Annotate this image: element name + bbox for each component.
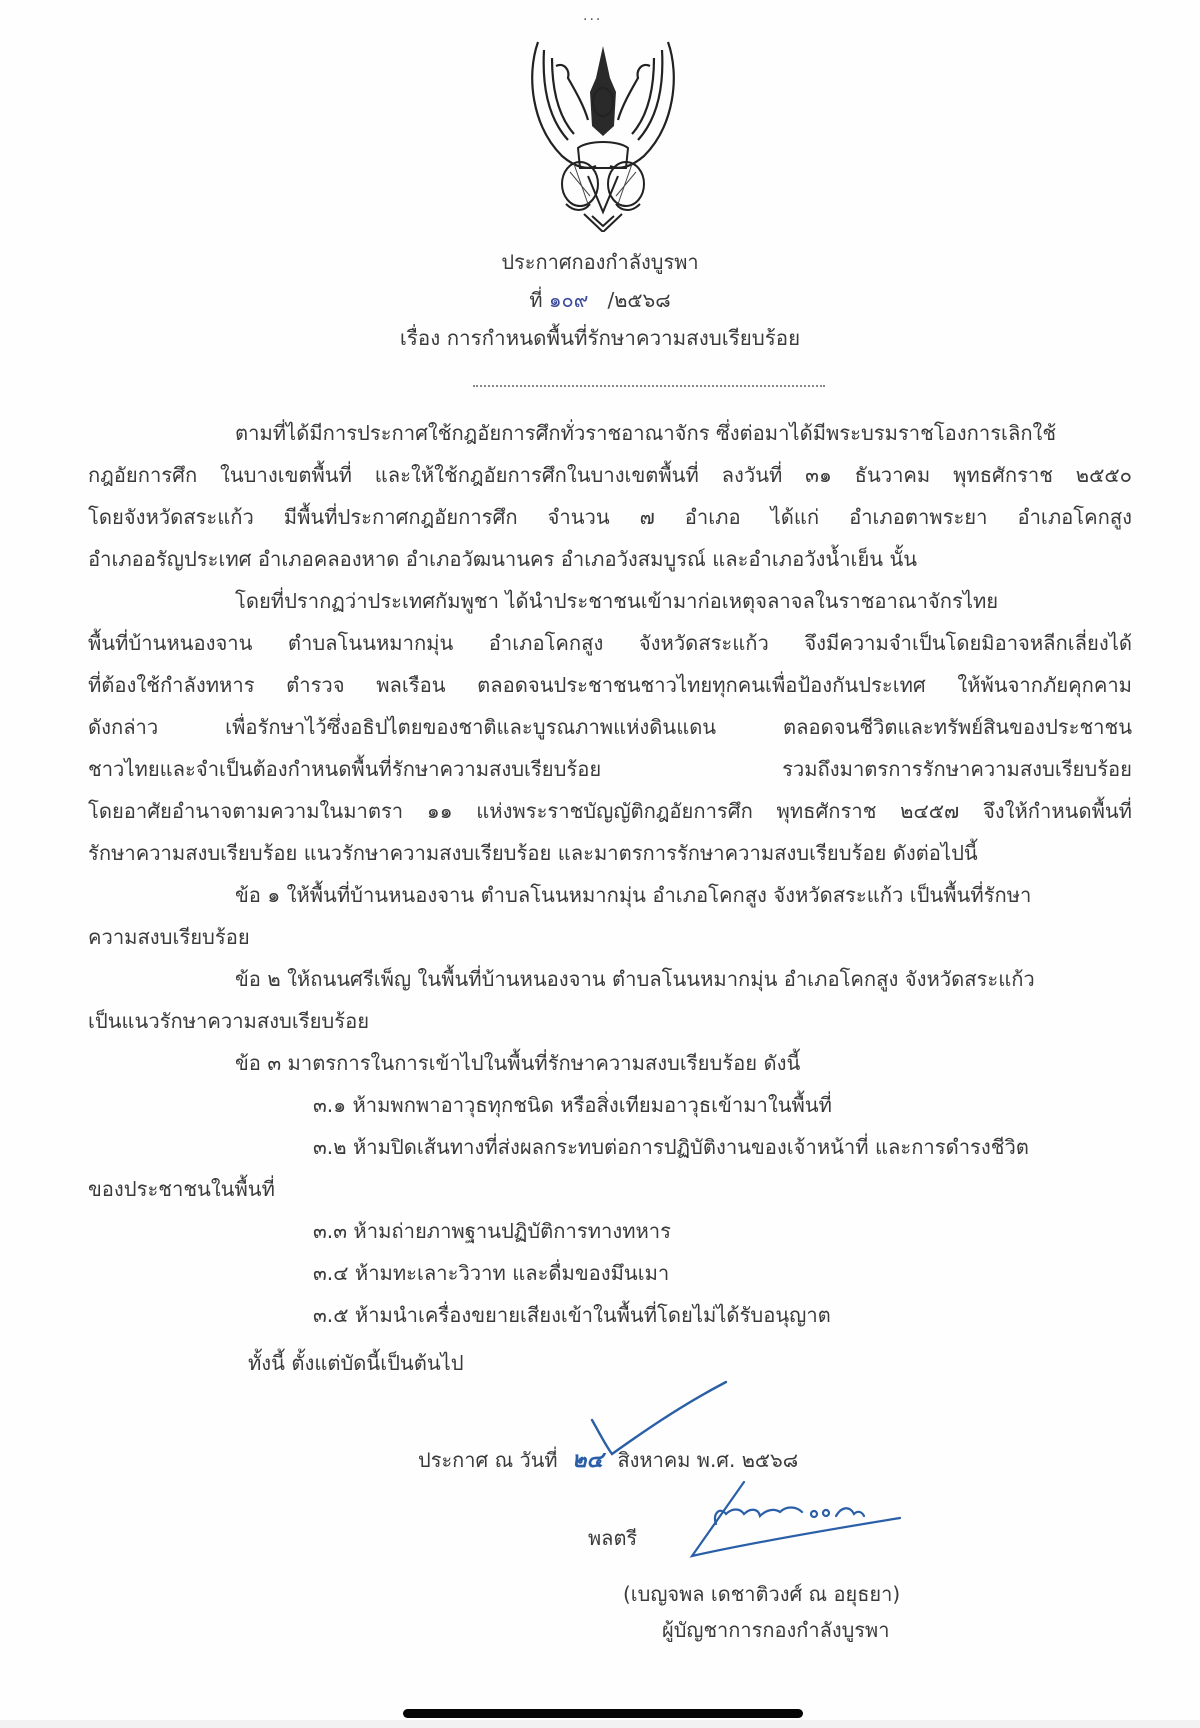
handwritten-day: ๒๔ — [571, 1448, 604, 1473]
document-subject: เรื่อง การกำหนดพื้นที่รักษาความสงบเรียบร้อย — [399, 326, 801, 350]
measure-3-5: ๓.๕ ห้ามนำเครื่องขยายเสียงเข้าในพื้นที่โดยไม่ได้รับอนุญาต — [313, 1303, 831, 1327]
clause1-line-1: ข้อ ๑ ให้พื้นที่บ้านหนองจาน ตำบลโนนหมากมุ่น อำเภอโคกสูง จังหวัดสระแก้ว เป็นพื้นที่รักษา — [235, 883, 1032, 907]
measure-3-1: ๓.๑ ห้ามพกพาอาวุธทุกชนิด หรือสิ่งเทียมอาวุธเข้ามาในพื้นที่ — [313, 1093, 832, 1117]
home-indicator[interactable] — [403, 1709, 803, 1718]
clause2-line-1: ข้อ ๒ ให้ถนนศรีเพ็ญ ในพื้นที่บ้านหนองจาน ตำบลโนนหมากมุ่น อำเภอโคกสูง จังหวัดสระแก้ว — [235, 967, 1035, 991]
p1-line-3: โดยจังหวัดสระแก้ว มีพื้นที่ประกาศกฎอัยการศึก จำนวน ๗ อำเภอ ได้แก่ อำเภอตาพระยา อำเภอโคกสูง — [88, 505, 1132, 529]
signer-rank: พลตรี — [588, 1526, 638, 1550]
dotted-divider — [473, 385, 825, 387]
p2-line-2: พื้นที่บ้านหนองจาน ตำบลโนนหมากมุ่น อำเภอโคกสูง จังหวัดสระแก้ว จึงมีความจำเป็นโดยมิอาจหลีกเลี่ยงได้ — [88, 631, 1132, 655]
clause2-line-2: เป็นแนวรักษาความสงบเรียบร้อย — [88, 1009, 370, 1033]
p2-line-6: โดยอาศัยอำนาจตามความในมาตรา ๑๑ แห่งพระราชบัญญัติกฎอัยการศึก พุทธศักราช ๒๔๕๗ จึงให้กำหนดพื้นที่ — [88, 799, 1132, 823]
announced-suffix: สิงหาคม พ.ศ. ๒๕๖๘ — [617, 1448, 799, 1472]
signature-icon — [686, 1478, 906, 1562]
handwritten-check-icon — [580, 1376, 730, 1460]
p2-line-1: โดยที่ปรากฏว่าประเทศกัมพูชา ได้นำประชาชนเข้ามาก่อเหตุจลาจลในราชอาณาจักรไทย — [235, 589, 999, 613]
p2-line-5: ชาวไทยและจำเป็นต้องกำหนดพื้นที่รักษาความสงบเรียบร้อย รวมถึงมาตรการรักษาความสงบเรียบร้อย — [88, 757, 1132, 781]
p2-line-7: รักษาความสงบเรียบร้อย แนวรักษาความสงบเรียบร้อย และมาตรการรักษาความสงบเรียบร้อย ดังต่อไปนี้ — [88, 841, 978, 865]
number-prefix: ที่ — [529, 288, 543, 312]
clause3-line: ข้อ ๓ มาตรการในการเข้าไปในพื้นที่รักษาความสงบเรียบร้อย ดังนี้ — [235, 1051, 801, 1075]
number-value: ๑๐๙ — [548, 288, 589, 312]
document-number — [0, 286, 1200, 314]
measure-3-3: ๓.๓ ห้ามถ่ายภาพฐานปฏิบัติการทางทหาร — [313, 1219, 671, 1243]
p2-line-3: ที่ต้องใช้กำลังทหาร ตำรวจ พลเรือน ตลอดจนประชาชนชาวไทยทุกคนเพื่อป้องกันประเทศ ให้พ้นจากภัยคุกคาม — [88, 673, 1132, 697]
signer-position: ผู้บัญชาการกองกำลังบูรพา — [662, 1618, 890, 1642]
p1-line-4: อำเภออรัญประเทศ อำเภอคลองหาด อำเภอวัฒนานคร อำเภอวังสมบูรณ์ และอำเภอวังน้ำเย็น นั้น — [88, 547, 918, 571]
top-marker: ... — [583, 8, 603, 24]
number-year: /๒๕๖๘ — [607, 288, 671, 312]
measure-3-2-line-1: ๓.๒ ห้ามปิดเส้นทางที่ส่งผลกระทบต่อการปฏิบัติงานของเจ้าหน้าที่ และการดำรงชีวิต — [313, 1135, 1029, 1159]
p1-line-2: กฎอัยการศึก ในบางเขตพื้นที่ และให้ใช้กฎอัยการศึกในบางเขตพื้นที่ ลงวันที่ ๓๑ ธันวาคม พุทธศักราช ๒๕๕๐ — [88, 463, 1132, 487]
p2-line-4: ดังกล่าว เพื่อรักษาไว้ซึ่งอธิปไตยของชาติและบูรณภาพแห่งดินแดน ตลอดจนชีวิตและทรัพย์สินของประชาชน — [88, 715, 1132, 739]
measure-3-2-line-2: ของประชาชนในพื้นที่ — [88, 1177, 275, 1201]
document-title: ประกาศกองกำลังบูรพา — [501, 250, 699, 274]
clause1-line-2: ความสงบเรียบร้อย — [88, 925, 250, 949]
p1-line-1: ตามที่ได้มีการประกาศใช้กฎอัยการศึกทั่วราชอาณาจักร ซึ่งต่อมาได้มีพระบรมราชโองการเลิกใช้ — [235, 421, 1057, 445]
signer-name: (เบญจพล เดชาติวงศ์ ณ อยุธยา) — [623, 1582, 901, 1606]
measure-3-4: ๓.๔ ห้ามทะเลาะวิวาท และดื่มของมึนเมา — [313, 1261, 670, 1285]
garuda-emblem-icon — [518, 36, 688, 232]
announced-prefix: ประกาศ ณ วันที่ — [418, 1448, 558, 1472]
effective-line: ทั้งนี้ ตั้งแต่บัดนี้เป็นต้นไป — [248, 1351, 464, 1375]
bottom-strip — [0, 1720, 1200, 1728]
